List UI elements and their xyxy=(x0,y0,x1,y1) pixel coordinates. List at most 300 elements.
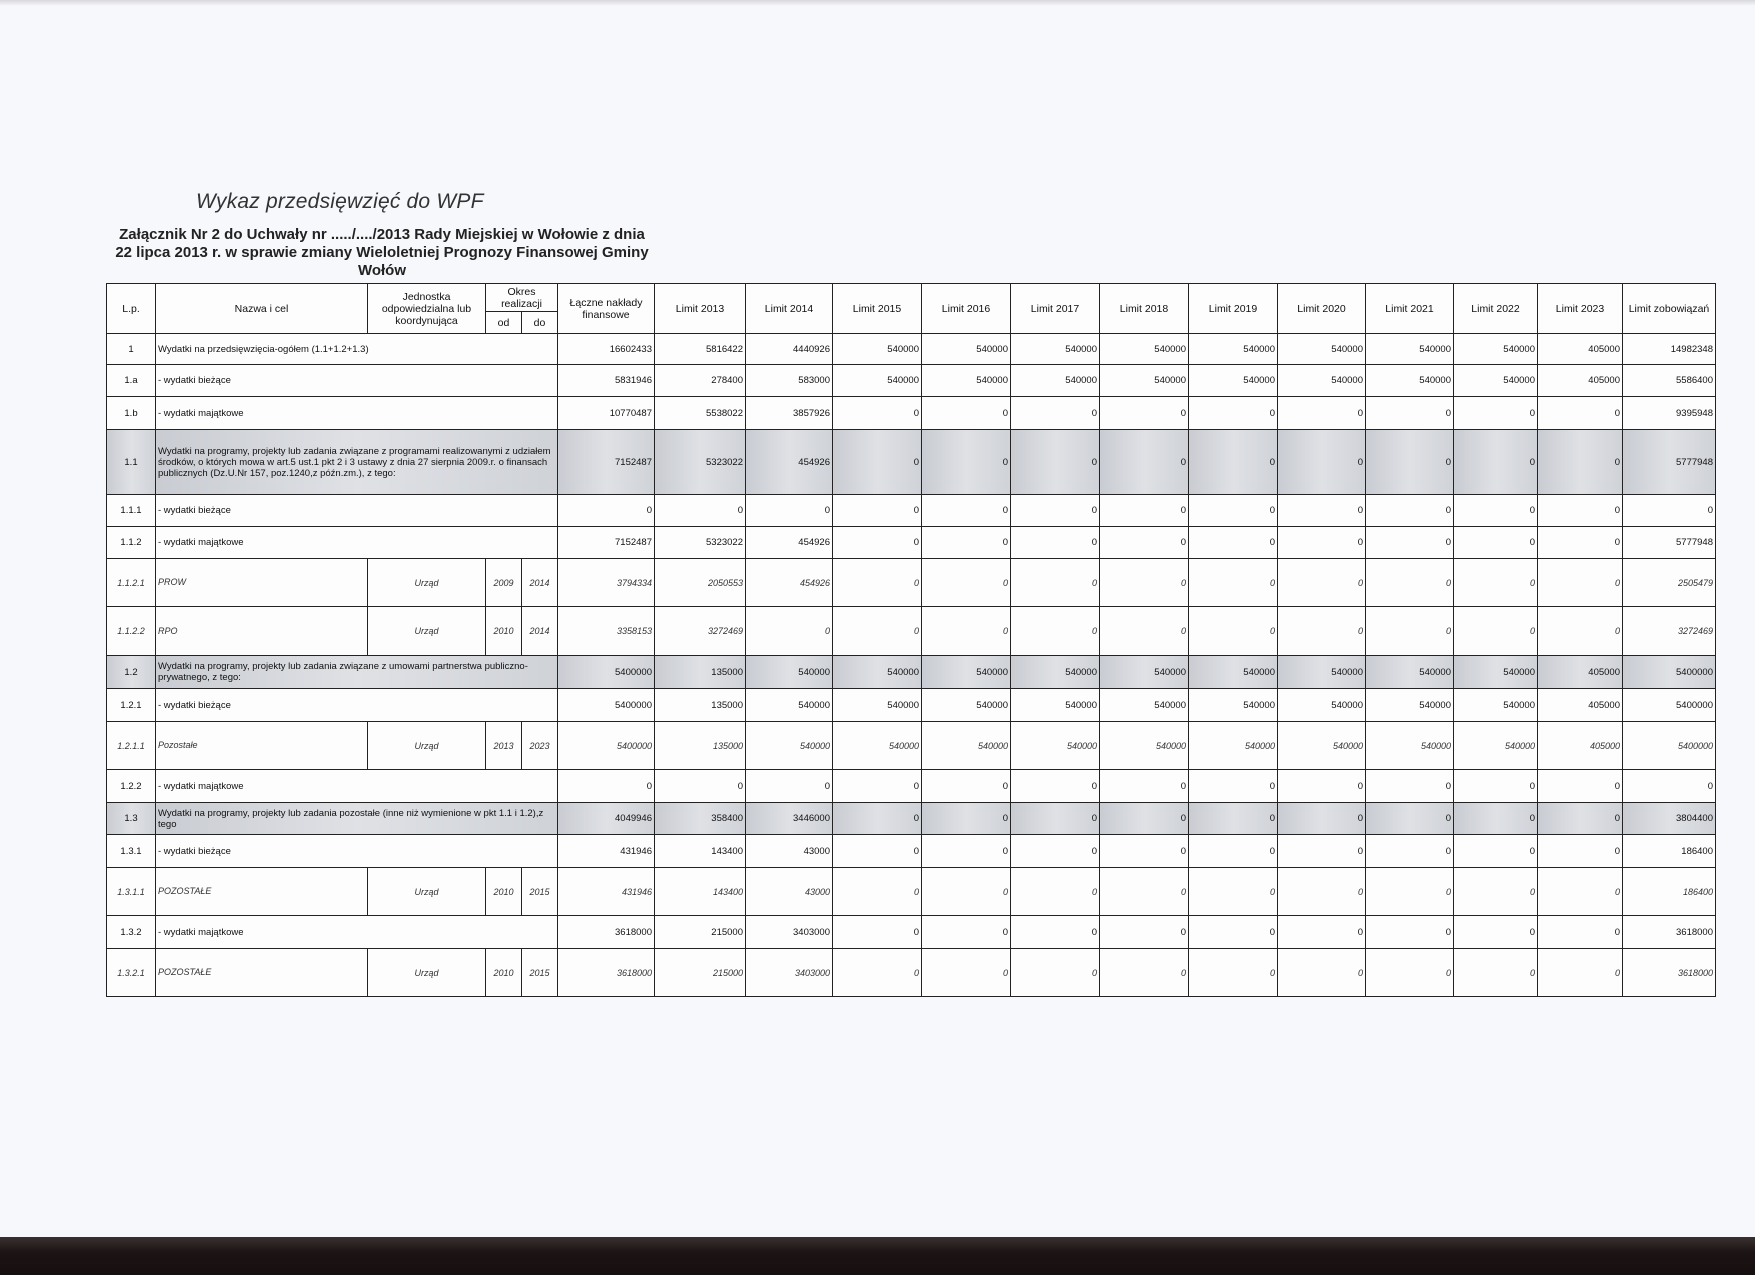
header-limit-2017: Limit 2017 xyxy=(1011,284,1100,334)
cell-limit: 540000 xyxy=(1366,365,1454,397)
header-name: Nazwa i cel xyxy=(156,284,368,334)
cell-limit: 3446000 xyxy=(746,803,833,835)
header-limit-2021: Limit 2021 xyxy=(1366,284,1454,334)
document-subtitle: Załącznik Nr 2 do Uchwały nr ...../..../2013 Rady Miejskiej w Wołowie z dnia 22 lipca 2013 r. w sprawie zmiany Wieloletniej Prognozy Finansowej Gminy Wołów xyxy=(115,226,649,279)
cell-limit: 0 xyxy=(1538,770,1623,803)
cell-limit: 540000 xyxy=(1011,656,1100,689)
cell-limit: 0 xyxy=(1278,527,1366,559)
cell-period-to: 2014 xyxy=(522,559,558,607)
cell-limit: 278400 xyxy=(655,365,746,397)
cell-limit: 5816422 xyxy=(655,334,746,365)
cell-limit: 0 xyxy=(922,430,1011,495)
cell-total: 5831946 xyxy=(558,365,655,397)
cell-limit: 540000 xyxy=(1100,334,1189,365)
cell-limit: 0 xyxy=(833,397,922,430)
cell-limit: 0 xyxy=(922,527,1011,559)
cell-name: POZOSTAŁE xyxy=(156,868,368,916)
cell-limit: 540000 xyxy=(1454,689,1538,722)
cell-commit: 5400000 xyxy=(1623,689,1716,722)
cell-unit: Urząd xyxy=(368,722,486,770)
cell-limit: 540000 xyxy=(833,334,922,365)
cell-limit: 3272469 xyxy=(655,607,746,656)
cell-lp: 1.a xyxy=(107,365,156,397)
cell-name: RPO xyxy=(156,607,368,656)
cell-commit: 5777948 xyxy=(1623,527,1716,559)
cell-limit: 0 xyxy=(833,770,922,803)
cell-total: 3618000 xyxy=(558,916,655,949)
table-row xyxy=(107,689,1716,722)
header-total: Łączne nakłady finansowe xyxy=(558,284,655,334)
cell-limit: 540000 xyxy=(922,722,1011,770)
cell-limit: 0 xyxy=(1538,397,1623,430)
cell-limit: 405000 xyxy=(1538,689,1623,722)
cell-commit: 3618000 xyxy=(1623,949,1716,997)
cell-limit: 540000 xyxy=(833,365,922,397)
cell-limit: 540000 xyxy=(1454,334,1538,365)
cell-limit: 43000 xyxy=(746,835,833,868)
cell-lp: 1.1.1 xyxy=(107,495,156,527)
cell-lp: 1 xyxy=(107,334,156,365)
cell-total: 10770487 xyxy=(558,397,655,430)
cell-limit: 540000 xyxy=(833,689,922,722)
cell-total: 4049946 xyxy=(558,803,655,835)
cell-limit: 0 xyxy=(922,770,1011,803)
header-limit-2019: Limit 2019 xyxy=(1189,284,1278,334)
cell-limit: 0 xyxy=(1278,803,1366,835)
cell-commit: 5777948 xyxy=(1623,430,1716,495)
cell-limit: 540000 xyxy=(1011,334,1100,365)
cell-limit: 0 xyxy=(1538,607,1623,656)
cell-limit: 0 xyxy=(1454,868,1538,916)
cell-limit: 0 xyxy=(1366,835,1454,868)
cell-limit: 0 xyxy=(1278,868,1366,916)
cell-limit: 540000 xyxy=(746,722,833,770)
cell-limit: 0 xyxy=(1366,803,1454,835)
cell-limit: 5538022 xyxy=(655,397,746,430)
cell-limit: 0 xyxy=(1366,868,1454,916)
cell-lp: 1.3 xyxy=(107,803,156,835)
cell-limit: 0 xyxy=(1366,949,1454,997)
cell-limit: 0 xyxy=(833,527,922,559)
cell-limit: 405000 xyxy=(1538,656,1623,689)
cell-limit: 540000 xyxy=(1278,365,1366,397)
cell-name: Wydatki na programy, projekty lub zadania związane z umowami partnerstwa publiczno-prywatnego, z tego: xyxy=(156,656,558,689)
cell-limit: 0 xyxy=(1454,949,1538,997)
table-row xyxy=(107,868,1716,916)
cell-limit: 0 xyxy=(1538,916,1623,949)
cell-limit: 5323022 xyxy=(655,527,746,559)
cell-total: 5400000 xyxy=(558,722,655,770)
table-row xyxy=(107,770,1716,803)
cell-limit: 454926 xyxy=(746,430,833,495)
cell-limit: 0 xyxy=(1100,397,1189,430)
cell-limit: 540000 xyxy=(1454,722,1538,770)
cell-limit: 540000 xyxy=(1100,722,1189,770)
cell-limit: 540000 xyxy=(922,334,1011,365)
cell-limit: 0 xyxy=(1278,916,1366,949)
cell-total: 16602433 xyxy=(558,334,655,365)
cell-limit: 540000 xyxy=(1366,656,1454,689)
cell-lp: 1.2.1.1 xyxy=(107,722,156,770)
cell-total: 7152487 xyxy=(558,430,655,495)
table-row xyxy=(107,334,1716,365)
cell-limit: 0 xyxy=(1011,949,1100,997)
cell-limit: 540000 xyxy=(1189,689,1278,722)
cell-lp: 1.1.2.2 xyxy=(107,607,156,656)
table-header xyxy=(107,284,1716,334)
cell-limit: 0 xyxy=(1454,607,1538,656)
cell-limit: 0 xyxy=(1366,527,1454,559)
cell-limit: 0 xyxy=(1011,607,1100,656)
table-row xyxy=(107,527,1716,559)
cell-total: 3618000 xyxy=(558,949,655,997)
cell-limit: 0 xyxy=(1189,949,1278,997)
cell-limit: 540000 xyxy=(1278,656,1366,689)
cell-commit: 186400 xyxy=(1623,835,1716,868)
table-row xyxy=(107,656,1716,689)
cell-limit: 2050553 xyxy=(655,559,746,607)
cell-limit: 0 xyxy=(1538,868,1623,916)
cell-name: POZOSTAŁE xyxy=(156,949,368,997)
cell-limit: 540000 xyxy=(1011,689,1100,722)
cell-limit: 540000 xyxy=(1100,365,1189,397)
cell-limit: 540000 xyxy=(922,656,1011,689)
cell-total: 7152487 xyxy=(558,527,655,559)
cell-total: 0 xyxy=(558,495,655,527)
cell-limit: 0 xyxy=(1189,559,1278,607)
table-row xyxy=(107,916,1716,949)
cell-limit: 0 xyxy=(1366,430,1454,495)
header-limit-2013: Limit 2013 xyxy=(655,284,746,334)
cell-limit: 0 xyxy=(833,803,922,835)
cell-limit: 540000 xyxy=(1366,689,1454,722)
cell-limit: 0 xyxy=(1454,559,1538,607)
cell-limit: 0 xyxy=(833,949,922,997)
cell-lp: 1.2.1 xyxy=(107,689,156,722)
cell-commit: 3618000 xyxy=(1623,916,1716,949)
cell-limit: 0 xyxy=(1278,430,1366,495)
cell-limit: 454926 xyxy=(746,559,833,607)
cell-limit: 0 xyxy=(1011,527,1100,559)
cell-lp: 1.3.1.1 xyxy=(107,868,156,916)
cell-limit: 135000 xyxy=(655,722,746,770)
cell-limit: 0 xyxy=(1278,835,1366,868)
cell-limit: 3403000 xyxy=(746,916,833,949)
cell-limit: 0 xyxy=(922,949,1011,997)
cell-total: 3794334 xyxy=(558,559,655,607)
cell-limit: 0 xyxy=(1538,430,1623,495)
header-period-to: do xyxy=(522,312,558,334)
cell-limit: 0 xyxy=(1538,949,1623,997)
cell-limit: 540000 xyxy=(1100,656,1189,689)
cell-unit: Urząd xyxy=(368,868,486,916)
cell-name: - wydatki majątkowe xyxy=(156,916,558,949)
cell-total: 0 xyxy=(558,770,655,803)
cell-limit: 0 xyxy=(1538,835,1623,868)
cell-limit: 135000 xyxy=(655,656,746,689)
table-row xyxy=(107,607,1716,656)
cell-limit: 215000 xyxy=(655,916,746,949)
cell-limit: 0 xyxy=(1278,397,1366,430)
table-row xyxy=(107,430,1716,495)
cell-total: 431946 xyxy=(558,868,655,916)
cell-limit: 0 xyxy=(833,559,922,607)
cell-name: - wydatki bieżące xyxy=(156,495,558,527)
cell-lp: 1.1 xyxy=(107,430,156,495)
cell-limit: 540000 xyxy=(1278,722,1366,770)
cell-limit: 540000 xyxy=(1189,656,1278,689)
cell-limit: 135000 xyxy=(655,689,746,722)
table-row xyxy=(107,722,1716,770)
cell-limit: 0 xyxy=(1100,770,1189,803)
cell-period-from: 2009 xyxy=(486,559,522,607)
cell-limit: 405000 xyxy=(1538,365,1623,397)
cell-limit: 0 xyxy=(746,770,833,803)
cell-limit: 0 xyxy=(833,495,922,527)
cell-limit: 0 xyxy=(1189,770,1278,803)
cell-limit: 0 xyxy=(922,607,1011,656)
cell-limit: 540000 xyxy=(1011,722,1100,770)
cell-limit: 0 xyxy=(1011,430,1100,495)
cell-limit: 0 xyxy=(922,835,1011,868)
header-limit-2023: Limit 2023 xyxy=(1538,284,1623,334)
cell-limit: 405000 xyxy=(1538,722,1623,770)
table-row xyxy=(107,949,1716,997)
cell-limit: 540000 xyxy=(1278,334,1366,365)
header-limit-2015: Limit 2015 xyxy=(833,284,922,334)
cell-limit: 0 xyxy=(1366,916,1454,949)
cell-limit: 540000 xyxy=(1011,365,1100,397)
cell-name: Wydatki na przedsięwzięcia-ogółem (1.1+1.2+1.3) xyxy=(156,334,558,365)
table-row xyxy=(107,835,1716,868)
cell-limit: 0 xyxy=(1189,430,1278,495)
cell-limit: 0 xyxy=(833,607,922,656)
cell-commit: 2505479 xyxy=(1623,559,1716,607)
cell-limit: 0 xyxy=(922,916,1011,949)
cell-limit: 0 xyxy=(1454,770,1538,803)
cell-limit: 0 xyxy=(1278,770,1366,803)
cell-commit: 5400000 xyxy=(1623,722,1716,770)
cell-limit: 4440926 xyxy=(746,334,833,365)
cell-limit: 0 xyxy=(1278,949,1366,997)
cell-limit: 540000 xyxy=(1278,689,1366,722)
cell-total: 3358153 xyxy=(558,607,655,656)
cell-limit: 540000 xyxy=(746,656,833,689)
cell-name: - wydatki bieżące xyxy=(156,689,558,722)
cell-name: - wydatki majątkowe xyxy=(156,397,558,430)
table-row xyxy=(107,559,1716,607)
header-commit: Limit zobowiązań xyxy=(1623,284,1716,334)
cell-commit: 5400000 xyxy=(1623,656,1716,689)
cell-period-to: 2023 xyxy=(522,722,558,770)
cell-limit: 0 xyxy=(1011,868,1100,916)
cell-limit: 0 xyxy=(833,835,922,868)
cell-total: 431946 xyxy=(558,835,655,868)
cell-limit: 540000 xyxy=(746,689,833,722)
cell-limit: 0 xyxy=(1189,803,1278,835)
cell-limit: 0 xyxy=(1100,495,1189,527)
cell-lp: 1.2.2 xyxy=(107,770,156,803)
cell-limit: 43000 xyxy=(746,868,833,916)
cell-limit: 0 xyxy=(1011,559,1100,607)
cell-period-from: 2010 xyxy=(486,949,522,997)
wpf-table xyxy=(106,283,1716,997)
cell-limit: 0 xyxy=(1011,916,1100,949)
cell-limit: 540000 xyxy=(1366,334,1454,365)
cell-limit: 215000 xyxy=(655,949,746,997)
cell-limit: 0 xyxy=(1454,835,1538,868)
cell-limit: 0 xyxy=(1454,527,1538,559)
cell-limit: 0 xyxy=(1011,835,1100,868)
cell-name: PROW xyxy=(156,559,368,607)
cell-limit: 0 xyxy=(1366,607,1454,656)
cell-period-to: 2015 xyxy=(522,949,558,997)
cell-limit: 0 xyxy=(1189,495,1278,527)
cell-limit: 0 xyxy=(1538,803,1623,835)
cell-limit: 0 xyxy=(1189,916,1278,949)
cell-limit: 540000 xyxy=(1100,689,1189,722)
cell-limit: 0 xyxy=(1366,495,1454,527)
cell-limit: 583000 xyxy=(746,365,833,397)
cell-limit: 0 xyxy=(1100,916,1189,949)
table-body xyxy=(107,334,1716,997)
cell-name: Wydatki na programy, projekty lub zadania związane z programami realizowanymi z udziałem środków, o których mowa w art.5 ust.1 pkt 2 i 3 ustawy z dnia 27 sierpnia 2009.r. o finansach publicznych (Dz.U.Nr 157, poz.1240,z późn.zm.), z tego: xyxy=(156,430,558,495)
cell-limit: 0 xyxy=(1366,397,1454,430)
cell-limit: 143400 xyxy=(655,868,746,916)
cell-limit: 0 xyxy=(1538,495,1623,527)
cell-name: - wydatki bieżące xyxy=(156,365,558,397)
cell-commit: 0 xyxy=(1623,770,1716,803)
header-limit-2014: Limit 2014 xyxy=(746,284,833,334)
cell-limit: 3403000 xyxy=(746,949,833,997)
cell-limit: 0 xyxy=(922,495,1011,527)
header-period-from: od xyxy=(486,312,522,334)
cell-name: - wydatki majątkowe xyxy=(156,770,558,803)
cell-limit: 0 xyxy=(1100,803,1189,835)
cell-limit: 405000 xyxy=(1538,334,1623,365)
table-row xyxy=(107,365,1716,397)
cell-limit: 0 xyxy=(655,770,746,803)
cell-limit: 0 xyxy=(1100,527,1189,559)
header-unit: Jednostka odpowiedzialna lub koordynująca xyxy=(368,284,486,334)
cell-period-from: 2010 xyxy=(486,868,522,916)
cell-period-to: 2015 xyxy=(522,868,558,916)
cell-limit: 0 xyxy=(922,803,1011,835)
cell-limit: 0 xyxy=(1100,868,1189,916)
cell-commit: 14982348 xyxy=(1623,334,1716,365)
cell-limit: 0 xyxy=(922,868,1011,916)
cell-limit: 540000 xyxy=(1454,365,1538,397)
cell-lp: 1.3.2.1 xyxy=(107,949,156,997)
cell-limit: 0 xyxy=(1011,770,1100,803)
cell-limit: 0 xyxy=(1538,559,1623,607)
cell-limit: 3857926 xyxy=(746,397,833,430)
cell-limit: 0 xyxy=(922,559,1011,607)
header-limit-2022: Limit 2022 xyxy=(1454,284,1538,334)
cell-unit: Urząd xyxy=(368,607,486,656)
cell-limit: 0 xyxy=(1454,397,1538,430)
cell-limit: 0 xyxy=(1100,430,1189,495)
cell-limit: 0 xyxy=(1366,770,1454,803)
cell-lp: 1.2 xyxy=(107,656,156,689)
cell-commit: 186400 xyxy=(1623,868,1716,916)
cell-limit: 0 xyxy=(1454,430,1538,495)
cell-limit: 540000 xyxy=(833,722,922,770)
cell-limit: 0 xyxy=(833,430,922,495)
cell-limit: 0 xyxy=(1100,949,1189,997)
cell-total: 5400000 xyxy=(558,689,655,722)
cell-limit: 0 xyxy=(1278,607,1366,656)
cell-limit: 0 xyxy=(1100,559,1189,607)
cell-limit: 0 xyxy=(1100,835,1189,868)
cell-limit: 540000 xyxy=(1189,334,1278,365)
cell-commit: 0 xyxy=(1623,495,1716,527)
cell-limit: 0 xyxy=(655,495,746,527)
cell-limit: 0 xyxy=(1100,607,1189,656)
cell-limit: 0 xyxy=(1011,397,1100,430)
cell-unit: Urząd xyxy=(368,559,486,607)
cell-limit: 0 xyxy=(1278,495,1366,527)
cell-limit: 0 xyxy=(746,495,833,527)
table-row xyxy=(107,397,1716,430)
cell-limit: 358400 xyxy=(655,803,746,835)
cell-limit: 540000 xyxy=(1454,656,1538,689)
cell-limit: 0 xyxy=(833,868,922,916)
cell-limit: 0 xyxy=(1538,527,1623,559)
cell-limit: 0 xyxy=(1011,495,1100,527)
cell-limit: 0 xyxy=(1189,397,1278,430)
cell-limit: 540000 xyxy=(833,656,922,689)
cell-lp: 1.1.2.1 xyxy=(107,559,156,607)
cell-limit: 540000 xyxy=(1366,722,1454,770)
cell-limit: 0 xyxy=(1454,495,1538,527)
cell-name: Pozostałe xyxy=(156,722,368,770)
header-lp: L.p. xyxy=(107,284,156,334)
cell-limit: 143400 xyxy=(655,835,746,868)
cell-commit: 9395948 xyxy=(1623,397,1716,430)
cell-limit: 540000 xyxy=(1189,365,1278,397)
cell-limit: 0 xyxy=(746,607,833,656)
cell-total: 5400000 xyxy=(558,656,655,689)
cell-commit: 3804400 xyxy=(1623,803,1716,835)
cell-limit: 0 xyxy=(1189,868,1278,916)
page-edge xyxy=(0,0,1755,6)
table-row xyxy=(107,803,1716,835)
cell-commit: 3272469 xyxy=(1623,607,1716,656)
cell-limit: 0 xyxy=(1011,803,1100,835)
cell-period-from: 2013 xyxy=(486,722,522,770)
cell-commit: 5586400 xyxy=(1623,365,1716,397)
cell-limit: 540000 xyxy=(922,689,1011,722)
cell-limit: 5323022 xyxy=(655,430,746,495)
cell-limit: 540000 xyxy=(922,365,1011,397)
scanner-edge xyxy=(0,1237,1755,1275)
cell-lp: 1.3.2 xyxy=(107,916,156,949)
header-limit-2020: Limit 2020 xyxy=(1278,284,1366,334)
header-period: Okres realizacji xyxy=(486,284,558,312)
cell-limit: 0 xyxy=(1454,803,1538,835)
cell-period-to: 2014 xyxy=(522,607,558,656)
cell-unit: Urząd xyxy=(368,949,486,997)
cell-name: - wydatki bieżące xyxy=(156,835,558,868)
header-limit-2016: Limit 2016 xyxy=(922,284,1011,334)
cell-limit: 0 xyxy=(1189,835,1278,868)
header-limit-2018: Limit 2018 xyxy=(1100,284,1189,334)
table-row xyxy=(107,495,1716,527)
cell-limit: 0 xyxy=(1366,559,1454,607)
cell-limit: 0 xyxy=(1278,559,1366,607)
cell-limit: 0 xyxy=(1189,527,1278,559)
